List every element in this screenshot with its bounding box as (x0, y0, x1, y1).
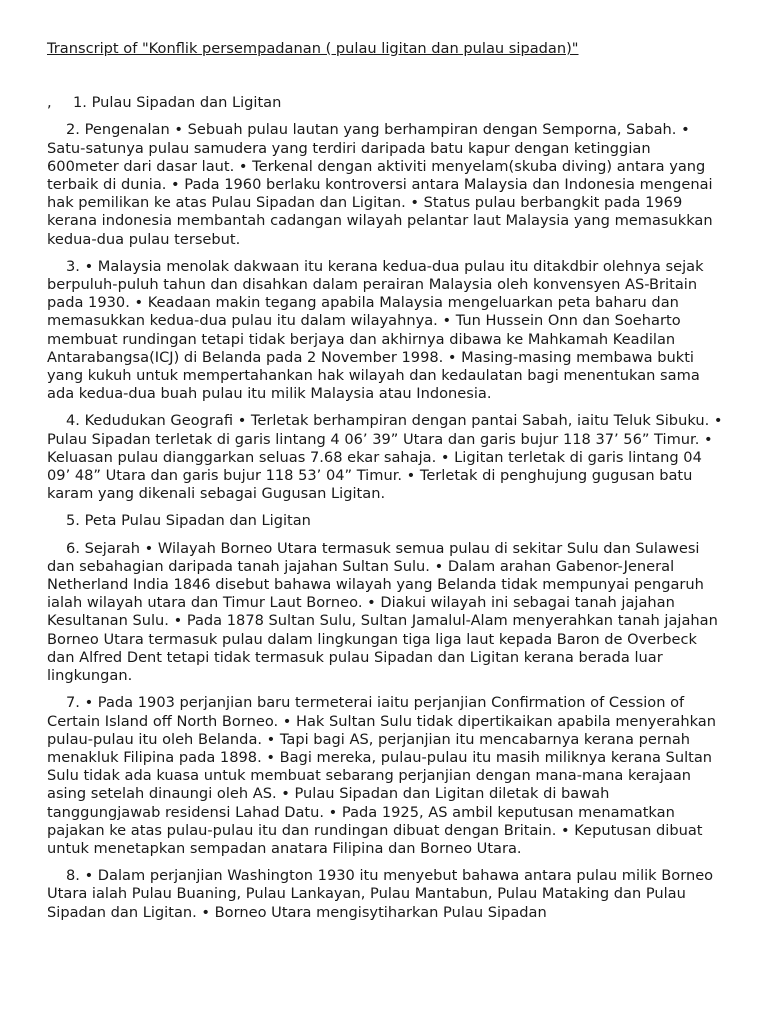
paragraph-4: 4. Kedudukan Geografi • Terletak berhampiran dengan pantai Sabah, iaitu Teluk Sibuku. • Pulau Sipadan terletak di garis lintang 4 06’ 39” Utara dan garis bujur 118 37’ 56” Timur. • Keluasan pulau dianggarkan seluas 7.68 ekar sahaja. • Ligitan terletak di garis lintang 04 09’ 48” Utara dan garis bujur 118 53’ 04” Timur. • Terletak di penghujung gugusan batu karam yang dikenali sebagai Gugusan Ligitan. (47, 412, 723, 503)
paragraph-1-text: 1. Pulau Sipadan dan Ligitan (73, 94, 282, 112)
document-title[interactable]: Transcript of "Konflik persempadanan ( pulau ligitan dan pulau sipadan)" (47, 40, 579, 57)
paragraph-7: 7. • Pada 1903 perjanjian baru termeterai iaitu perjanjian Confirmation of Cession of Certain Island off North Borneo. • Hak Sultan Sulu tidak dipertikaikan apabila menyerahkan pulau-pulau itu oleh Belanda. • Tapi bagi AS, perjanjian itu mencabarnya kerana pernah menakluk Filipina pada 1898. • Bagi mereka, pulau-pulau itu masih miliknya kerana Sultan Sulu tidak ada kuasa untuk membuat sebarang perjanjian dengan mana-mana kerajaan asing setelah dinaungi oleh AS. • Pulau Sipadan dan Ligitan diletak di bawah tanggungjawab residensi Lahad Datu. • Pada 1925, AS ambil keputusan menamatkan pajakan ke atas pulau-pulau itu dan rundingan dibuat dengan Britain. • Keputusan dibuat untuk menetapkan sempadan anatara Filipina dan Borneo Utara. (47, 694, 716, 857)
paragraph-3: 3. • Malaysia menolak dakwaan itu kerana kedua-dua pulau itu ditakdbir olehnya sejak berpuluh-puluh tahun dan disahkan dalam perairan Malaysia oleh konvensyen AS-Britain pada 1930. • Keadaan makin tegang apabila Malaysia mengeluarkan peta baharu dan memasukkan kedua-dua pulau itu dalam wilayahnya. • Tun Hussein Onn dan Soeharto membuat rundingan tetapi tidak berjaya dan akhirnya dibawa ke Mahkamah Keadilan Antarabangsa(ICJ) di Belanda pada 2 November 1998. • Masing-masing membawa bukti yang kukuh untuk mempertahankan hak wilayah dan kedaulatan bagi menentukan sama ada kedua-dua buah pulau itu milik Malaysia atau Indonesia. (47, 257, 704, 403)
paragraph-1 (47, 94, 723, 112)
paragraph-5: 5. Peta Pulau Sipadan dan Ligitan (66, 512, 311, 530)
leading-comma: , (47, 94, 52, 112)
paragraph-6: 6. Sejarah • Wilayah Borneo Utara termasuk semua pulau di sekitar Sulu dan Sulawesi dan sebahagian daripada tanah jajahan Sultan Sulu. • Dalam arahan Gabenor-Jeneral Netherland India 1846 disebut bahawa wilayah yang Belanda tidak mempunyai pengaruh ialah wilayah utara dan Timur Laut Borneo. • Diakui wilayah ini sebagai tanah jajahan Kesultanan Sulu. • Pada 1878 Sultan Sulu, Sultan Jamalul-Alam menyerahkan tanah jajahan Borneo Utara termasuk pulau dalam lingkungan tiga liga laut kepada Baron de Overbeck dan Alfred Dent tetapi tidak termasuk pulau Sipadan dan Ligitan kerana berada luar lingkungan. (47, 539, 718, 685)
paragraph-2: 2. Pengenalan • Sebuah pulau lautan yang berhampiran dengan Semporna, Sabah. • Satu-satunya pulau samudera yang terdiri daripada batu kapur dengan ketinggian 600meter dari dasar laut. • Terkenal dengan aktiviti menyelam(skuba diving) antara yang terbaik di dunia. • Pada 1960 berlaku kontroversi antara Malaysia dan Indonesia mengenai hak pemilikan ke atas Pulau Sipadan dan Ligitan. • Status pulau berbangkit pada 1969 kerana indonesia membantah cadangan wilayah pelantar laut Malaysia yang memasukkan kedua-dua pulau tersebut. (47, 121, 713, 248)
paragraph-8: 8. • Dalam perjanjian Washington 1930 itu menyebut bahawa antara pulau milik Borneo Utara ialah Pulau Buaning, Pulau Lankayan, Pulau Mantabun, Pulau Mataking dan Pulau Sipadan dan Ligitan. • Borneo Utara mengisytiharkan Pulau Sipadan (47, 867, 714, 921)
transcript-document (47, 40, 723, 931)
